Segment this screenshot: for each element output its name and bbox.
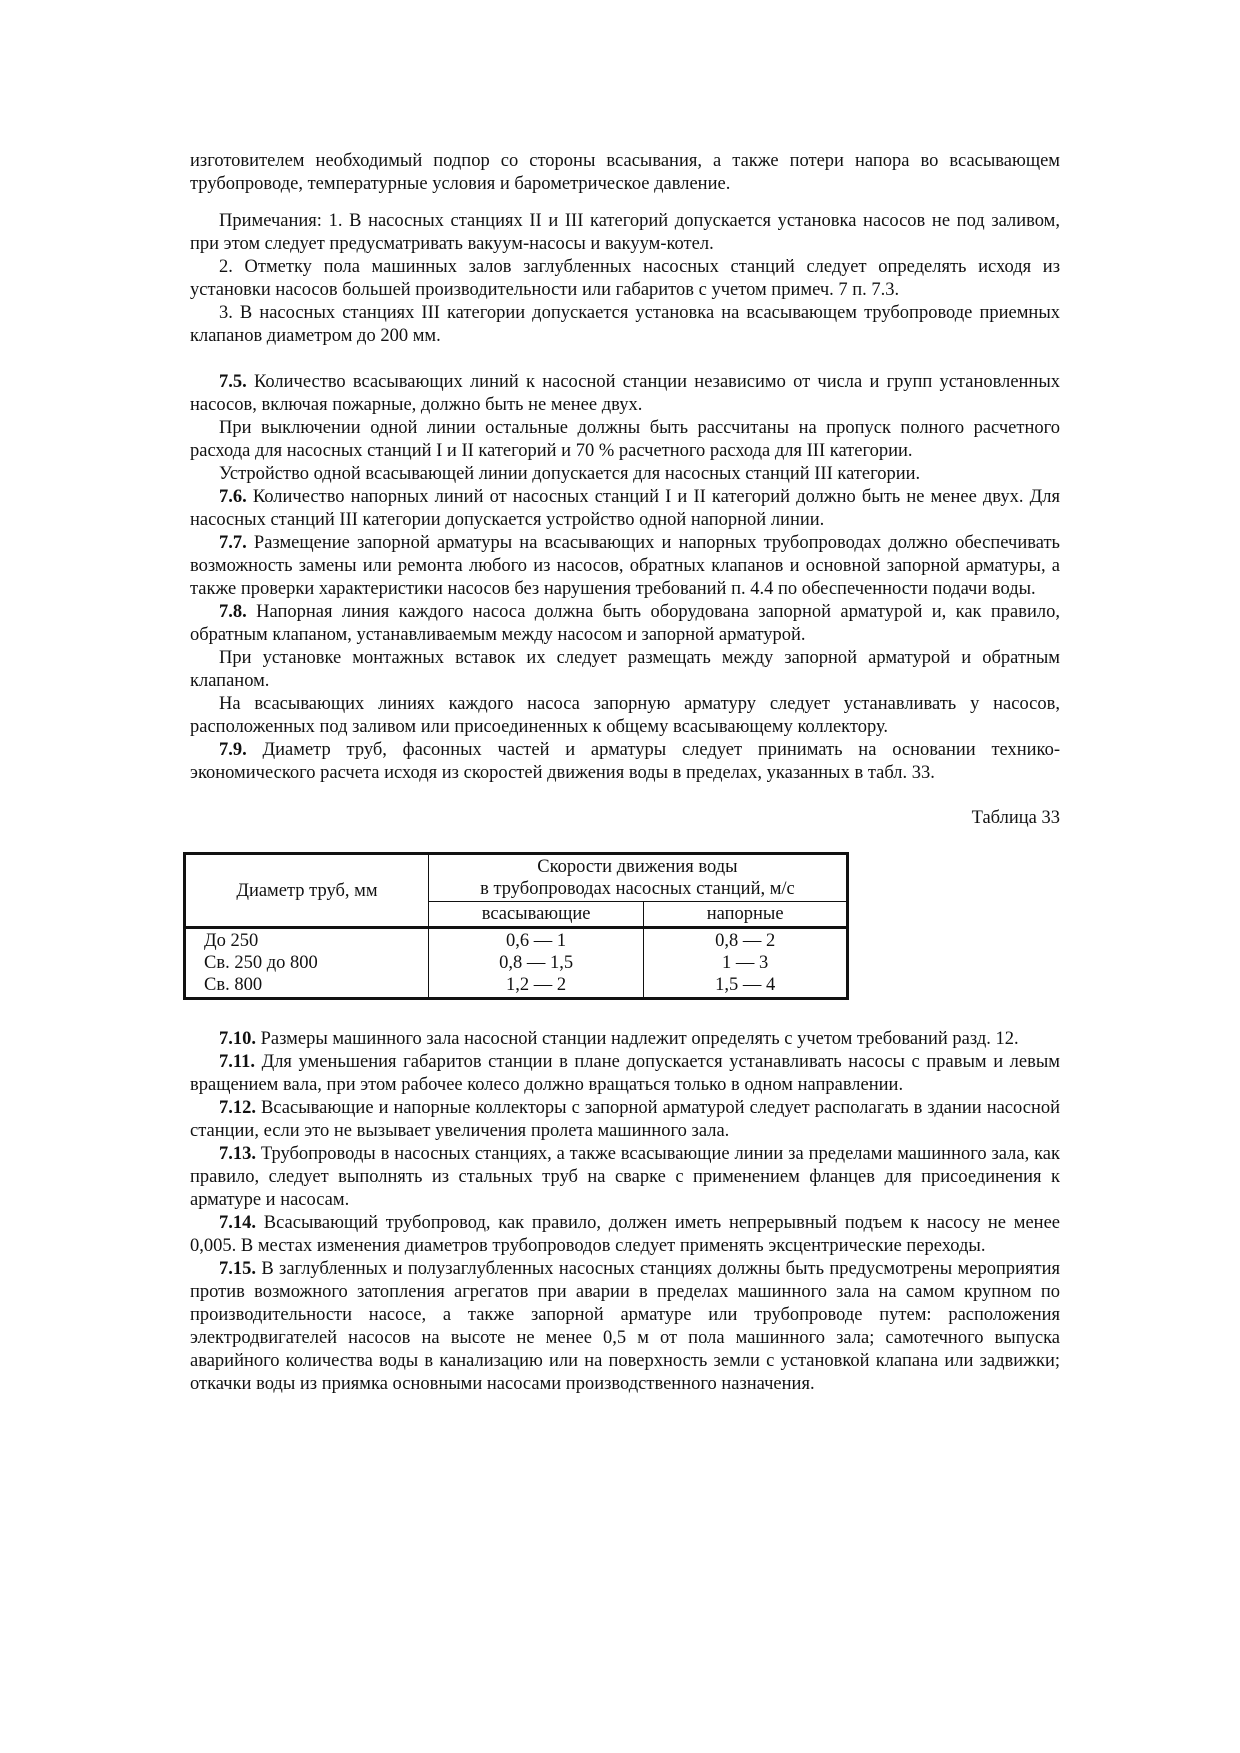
table-suction-cell <box>428 928 643 999</box>
table-header-velocity-line2: в трубопроводах насосных станций, м/с <box>480 879 795 899</box>
table-cell: Св. 800 <box>204 975 263 995</box>
document-page <box>190 150 1060 1396</box>
intro-paragraph: изготовителем необходимый подпор со стороны всасывания, а также потери напора во всасывающем трубопроводе, температурные условия и барометрическое давление. <box>190 151 1060 194</box>
table-pressure-cell <box>644 928 848 999</box>
section-number: 7.13. <box>219 1144 256 1164</box>
table-diameter-cell <box>185 928 429 999</box>
section-text: Для уменьшения габаритов станции в плане допускается устанавливать насосы с правым и левым вращением вала, при этом рабочее колесо должно вращаться только в одном направлении. <box>190 1052 1060 1095</box>
section-text: В заглубленных и полузаглубленных насосных станциях должны быть предусмотрены мероприятия против возможного затопления агрегатов при аварии в пределах машинного зала на самом крупном по производительности насосе, а также запорной арматуре или трубопроводе путем: расположения электродвигателей насосов на высоте не менее 0,5 м от пола машинного зала; самотечного выпуска аварийного количества воды в канализацию или на поверхность земли с установкой клапана или задвижки; откачки воды из приямка основными насосами производственного назначения. <box>190 1259 1060 1394</box>
section-paragraph <box>190 739 1060 785</box>
section-number: 7.5. <box>219 372 247 392</box>
section-text: Диаметр труб, фасонных частей и арматуры следует принимать на основании технико-экономического расчета исходя из скоростей движения воды в пределах, указанных в табл. 33. <box>190 740 1061 783</box>
velocity-table <box>183 852 849 1000</box>
table-header-velocity <box>428 854 847 902</box>
section-paragraph <box>190 463 1060 486</box>
note-3: 3. В насосных станциях III категории допускается установка на всасывающем трубопроводе приемных клапанов диаметром до 200 мм. <box>190 303 1060 346</box>
section-paragraph <box>190 647 1060 693</box>
section-text: Напорная линия каждого насоса должна быть оборудована запорной арматурой и, как правило, обратным клапаном, устанавливаемым между насосом и запорной арматурой. <box>190 602 1060 645</box>
section-number: 7.8. <box>219 602 247 622</box>
table-header-velocity-line1: Скорости движения воды <box>537 857 738 877</box>
section-text: Трубопроводы в насосных станциях, а также всасывающие линии за пределами машинного зала, как правило, следует выполнять из стальных труб на сварке с применением фланцев для присоединения к арматуре и насосам. <box>190 1144 1060 1210</box>
section-paragraph <box>190 1028 1060 1051</box>
section-text: Количество всасывающих линий к насосной станции независимо от числа и групп установленных насосов, включая пожарные, должно быть не менее двух. <box>190 372 1061 415</box>
section-number: 7.9. <box>219 740 247 760</box>
section-number: 7.12. <box>219 1098 256 1118</box>
table-cell: До 250 <box>204 931 259 951</box>
table-header-suction: всасывающие <box>428 902 643 928</box>
table-cell: 1,5 — 4 <box>715 975 776 995</box>
table-header-pressure: напорные <box>644 902 848 928</box>
section-text: Размещение запорной арматуры на всасывающих и напорных трубопроводах должно обеспечивать возможность замены или ремонта любого из насосов, обратных клапанов и основной запорной арматуры, а также проверки характеристики насосов без нарушения требований п. 4.4 по обеспеченности подачи воды. <box>190 533 1060 599</box>
section-paragraph <box>190 532 1060 601</box>
section-text: Количество напорных линий от насосных станций I и II категорий должно быть не менее двух. Для насосных станций III категории допускается устройство одной напорной линии. <box>190 487 1061 530</box>
section-paragraph <box>190 1097 1060 1143</box>
section-number: 7.14. <box>219 1213 256 1233</box>
section-paragraph <box>190 371 1060 417</box>
table-cell: 0,8 — 1,5 <box>499 953 574 973</box>
section-number: 7.15. <box>219 1259 256 1279</box>
section-text: При установке монтажных вставок их следует размещать между запорной арматурой и обратным клапаном. <box>190 648 1060 691</box>
note-1: Примечания: 1. В насосных станциях II и III категорий допускается установка насосов не под заливом, при этом следует предусматривать вакуум-насосы и вакуум-котел. <box>190 211 1060 254</box>
section-text: Всасывающий трубопровод, как правило, должен иметь непрерывный подъем к насосу не менее 0,005. В местах изменения диаметров трубопроводов следует применять эксцентрические переходы. <box>190 1213 1060 1256</box>
section-paragraph <box>190 601 1060 647</box>
section-paragraph <box>190 1143 1060 1212</box>
section-paragraph <box>190 486 1060 532</box>
table-caption: Таблица 33 <box>971 808 1060 828</box>
section-text: Размеры машинного зала насосной станции надлежит определять с учетом требований разд. 12. <box>260 1029 1019 1049</box>
section-number: 7.10. <box>219 1029 256 1049</box>
section-text: При выключении одной линии остальные должны быть рассчитаны на пропуск полного расчетного расхода для насосных станций I и II категорий и 70 % расчетного расхода для III категории. <box>190 418 1060 461</box>
table-cell: 0,8 — 2 <box>715 931 776 951</box>
table-header-diameter: Диаметр труб, мм <box>185 854 429 928</box>
notes-block <box>190 210 1060 348</box>
section-number: 7.7. <box>219 533 247 553</box>
note-2: 2. Отметку пола машинных залов заглубленных насосных станций следует определять исходя из установки насосов большей производительности или габаритов с учетом примеч. 7 п. 7.3. <box>190 257 1060 300</box>
section-text: Всасывающие и напорные коллекторы с запорной арматурой следует располагать в здании насосной станции, если это не вызывает увеличения пролета машинного зала. <box>190 1098 1060 1141</box>
section-paragraph <box>190 1051 1060 1097</box>
table-cell: 1 — 3 <box>722 953 769 973</box>
section-text: Устройство одной всасывающей линии допускается для насосных станций III категории. <box>219 464 921 484</box>
section-paragraph <box>190 417 1060 463</box>
table-cell: 1,2 — 2 <box>506 975 567 995</box>
section-paragraph <box>190 1258 1060 1396</box>
section-number: 7.6. <box>219 487 247 507</box>
table-cell: 0,6 — 1 <box>506 931 567 951</box>
section-number: 7.11. <box>219 1052 255 1072</box>
table-body-row <box>185 928 848 999</box>
section-paragraph <box>190 1212 1060 1258</box>
sections-after-table <box>190 1028 1060 1396</box>
sections-before-table <box>190 371 1060 785</box>
table-cell: Св. 250 до 800 <box>204 953 318 973</box>
section-paragraph <box>190 693 1060 739</box>
section-text: На всасывающих линиях каждого насоса запорную арматуру следует устанавливать у насосов, расположенных под заливом или присоединенных к общему всасывающему коллектору. <box>190 694 1060 737</box>
